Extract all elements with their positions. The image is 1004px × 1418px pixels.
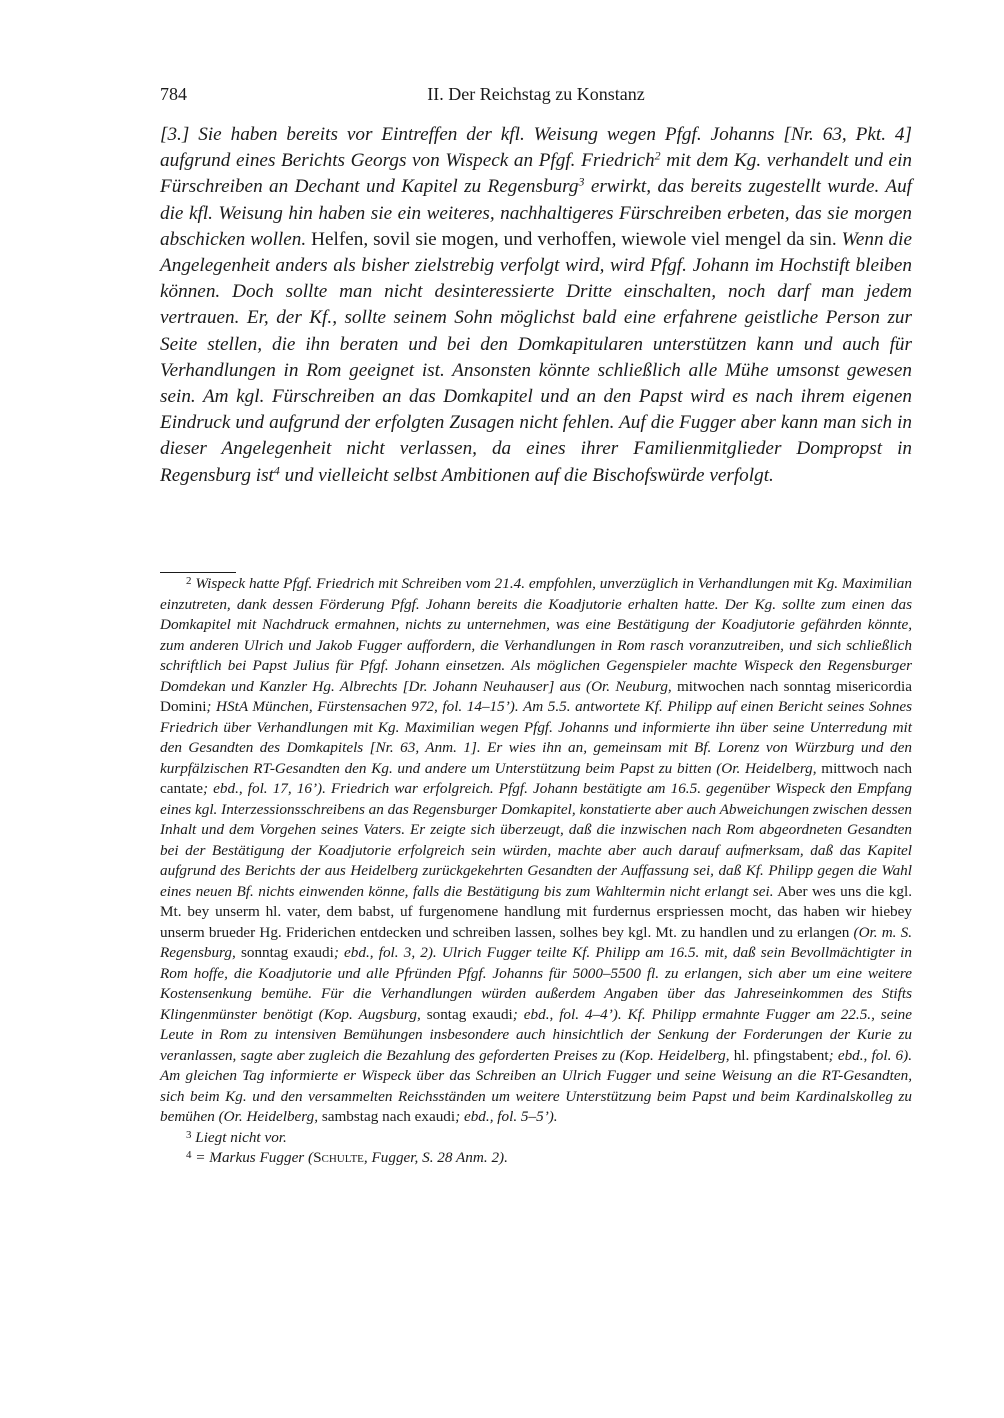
footnote-2-seg-f: Aber wes uns die kgl. Mt. bey unserm hl. vater, dem babst, uf furgenomene handlung mit furdernus erspriessen mocht, das haben wir hiebey unserm brueder Hg. Friderichen entdecken und schreiben lassen, solhes bey kgl. Mt. zu handlen und zu erlangen xyxy=(160,882,912,941)
footnote-2-seg-g: (Or. m. S. Regensburg, xyxy=(160,923,912,961)
main-segment-2: mit dem Kg. verhandelt und ein Fürschreiben an Dechant und Kapitel zu Regensburg xyxy=(160,150,912,198)
footnote-4 xyxy=(160,1148,912,1169)
main-segment-5: Wenn die Angelegenheit anders als bisher zielstrebig verfolgt wird, wird Pfgf. Johann im Hochstift bleiben können. Doch sollte man nicht desinteressierte Dritte einschalten, noch darf man jedem vertrauen. Er, der Kf., sollte seinem Sohn möglichst bald eine erfahrene geistliche Person zur Seite stellen, die ihn beraten und bei den Domkapitularen unterstützen kann und auch für Verhandlungen in Rom geeignet ist. Ansonsten könnte schließlich alle Mühe umsonst gewesen sein. Am kgl. Fürschreiben an das Domkapitel und an den Papst wird es nach ihrem eigenen Eindruck und aufgrund der erfolgten Zusagen nicht fehlen. Auf die Fugger aber kann man sich in dieser Angelegenheit nicht verlassen, da eines ihrer Familienmitglieder Dompropst in Regensburg ist xyxy=(160,228,912,486)
main-segment-3: erwirkt, das bereits zugestellt wurde. Auf die kfl. Weisung hin haben sie ein weiteres, nachhaltigeres Fürschreiben erbeten, das sie morgen abschicken wollen. xyxy=(160,176,912,250)
footnote-2-seg-l: hl. pfingstabent xyxy=(729,1046,829,1064)
footnote-2-seg-k: ; ebd., fol. 4–4’). Kf. Philipp ermahnte Fugger am 22.5., seine Leute in Rom zu intensiven Bemühungen insbesondere auch hinsichtlich der Senkung der Forderungen der Kurie zu veranlassen, sagte aber zugleich die Bezahlung des geforderten Preises zu (Kop. Heidelberg, xyxy=(160,1005,913,1064)
footnote-ref-2[interactable]: 2 xyxy=(654,148,661,163)
footnote-2-seg-b: mitwochen nach sonntag misericordia Domini xyxy=(160,677,913,715)
footnote-2-seg-d: mittwoch nach cantate xyxy=(160,759,912,797)
footnote-divider xyxy=(160,572,236,573)
page-number: 784 xyxy=(160,84,187,104)
footnote-2-seg-n: sambstag nach exaudi xyxy=(318,1108,456,1125)
main-segment-1: [3.] Sie haben bereits vor Eintreffen der kfl. Weisung wegen Pfgf. Johanns [Nr. 63, Pkt. 4] aufgrund eines Berichts Georgs von Wispeck an Pfgf. Friedrich xyxy=(160,124,912,172)
main-text xyxy=(160,122,912,489)
footnote-4-seg-a: = Markus Fugger ( xyxy=(195,1149,314,1166)
footnote-2 xyxy=(160,574,912,1128)
footnotes xyxy=(160,574,912,1169)
footnote-3-mark: 3 xyxy=(186,1128,192,1141)
page-header xyxy=(160,82,912,106)
footnote-2-seg-e: ; ebd., fol. 17, 16’). Friedrich war erfolgreich. Pfgf. Johann bestätigte am 16.5. gegenüber Wispeck den Empfang eines kgl. Interzessionsschreibens an das Regensburger Domkapitel, konstatierte aber auch Abweichungen zwischen dessen Inhalt und dem Vorgehen seines Vaters. Er zeigte sich überzeugt, daß die inzwischen nach Rom abgeordneten Gesandten bei der Bestätigung der Koadjutorie erfolgreich sein würden, machte aber auch darauf aufmerksam, daß das Kapitel aufgrund des Berichts der aus Heidelberg zurückgekehrten Gesandten der Auffassung sei, daß Kf. Philipp gegen die Wahl eines neuen Bf. nichts einwenden könne, falls die Bestätigung bis zum Wahltermin nicht erlangt sei. xyxy=(160,780,912,900)
footnote-ref-3[interactable]: 3 xyxy=(578,174,585,189)
footnote-3 xyxy=(160,1128,912,1149)
footnote-2-seg-a: Wispeck hatte Pfgf. Friedrich mit Schreiben vom 21.4. empfohlen, unverzüglich in Verhandlungen mit Kg. Maximilian einzutreten, dank dessen Förderung Pfgf. Johann bereits die Koadjutorie erhalten hatte. Der Kg. sollte zum einen das Domkapitel mit Nachdruck ermahnen, nichts zu unternehmen, was eine Bestätigung der Koadjutorie gefährden könnte, zum anderen Ulrich und Jakob Fugger auffordern, die Verhandlungen in Rom rasch voranzutreiben, und sich schließlich schriftlich bei Papst Julius für Pfgf. Johann einsetzen. Als möglichen Gegenspieler machte Wispeck den Regensburger Domdekan und Kanzler Hg. Albrechts [Dr. Johann Neuhauser] aus (Or. Neuburg, xyxy=(160,575,912,695)
main-paragraph xyxy=(160,122,912,489)
footnote-2-seg-c: ; HStA München, Fürstensachen 972, fol. 14–15’). Am 5.5. antwortete Kf. Philipp auf einen Bericht seines Sohnes Friedrich über Verhandlungen mit Kg. Maximilian wegen Pfgf. Johanns und informierte ihn über seine Unterredung mit den Gesandten des Domkapitels [Nr. 63, Anm. 1]. Er wies ihn an, gemeinsam mit Bf. Lorenz von Würzburg und den kurpfälzischen RT-Gesandten den Kg. und andere um Unterstützung beim Papst zu bitten (Or. Heidelberg, xyxy=(160,698,912,777)
footnote-4-author: Schulte xyxy=(313,1149,364,1166)
footnote-2-seg-m: ; ebd., fol. 6). Am gleichen Tag informierte er Wispeck über das Schreiben an Ulrich Fugger und seine Weisung an die RT-Gesandten, sich beim Kg. und den versammelten Reichsständen um weitere Unterstützung beim Papst und beim Kardinalskolleg zu bemühen (Or. Heidelberg, xyxy=(160,1046,912,1125)
footnote-2-seg-j: sontag exaudi xyxy=(420,1005,513,1023)
footnote-4-seg-c: , Fugger, S. 28 Anm. 2). xyxy=(363,1149,508,1166)
main-segment-6: und vielleicht selbst Ambitionen auf die Bischofswürde verfolgt. xyxy=(279,464,774,486)
footnote-2-seg-h: sonntag exaudi xyxy=(235,944,334,961)
footnote-4-mark: 4 xyxy=(186,1149,192,1162)
footnote-2-mark: 2 xyxy=(186,575,192,588)
footnote-ref-4[interactable]: 4 xyxy=(273,463,280,478)
footnote-2-seg-o: ; ebd., fol. 5–5’). xyxy=(455,1108,558,1125)
footnote-2-seg-i: ; ebd., fol. 3, 2). Ulrich Fugger teilte Kf. Philipp am 16.5. mit, daß sein Bevollmächtigter in Rom hoffe, die Koadjutorie und alle Pfründen Pfgf. Johanns für 5000–5500 fl. zu erlangen, sich aber um eine weitere Kostensenkung bemühe. Für die Verhandlungen würden außerdem Angaben über das Jahreseinkommen des Stifts Klingenmünster benötigt (Kop. Augsburg, xyxy=(160,944,912,1023)
running-title: II. Der Reichstag zu Konstanz xyxy=(427,84,645,104)
main-quote-segment: Helfen, sovil sie mogen, und verhoffen, wiewole viel mengel da sin. xyxy=(306,228,837,250)
footnote-3-text: Liegt nicht vor. xyxy=(195,1128,287,1146)
